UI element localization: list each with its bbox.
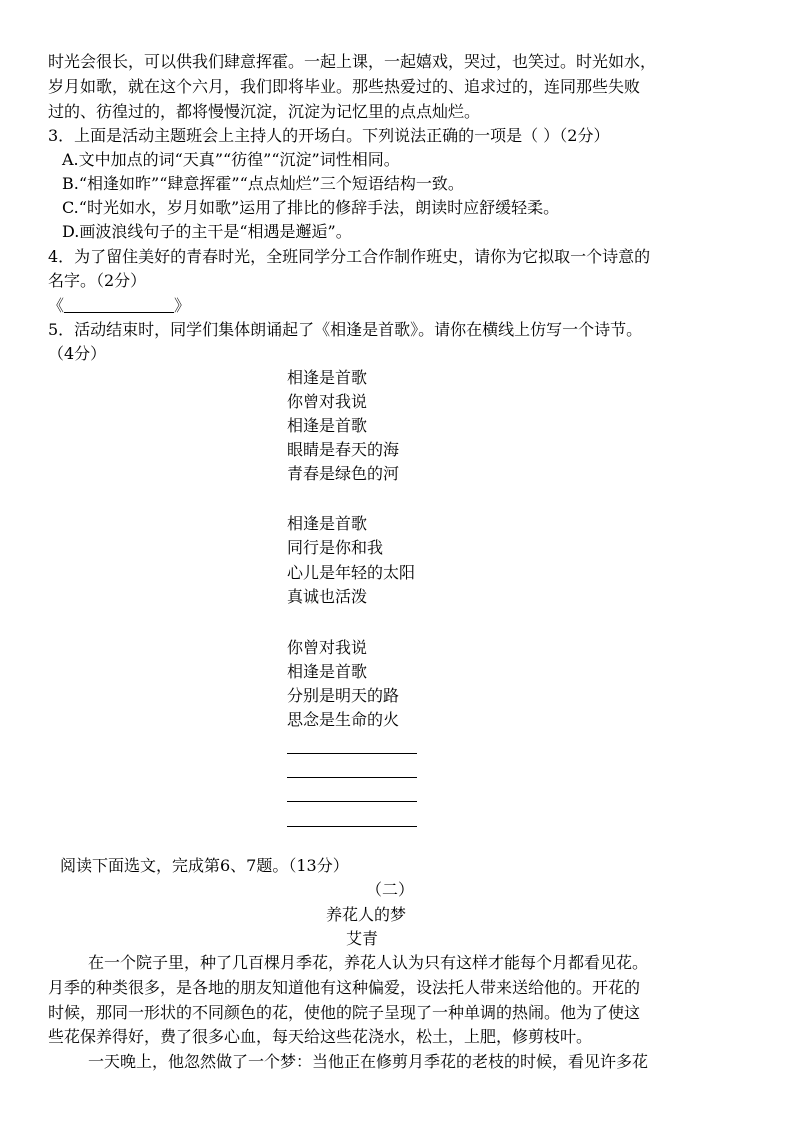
poem-s1-line-3: 相逢是首歌 (287, 416, 368, 435)
poem-s1-line-2: 你曾对我说 (287, 392, 368, 411)
q4-stem-line-1: 4．为了留住美好的青春时光，全班同学分工合作制作班史，请你为它拟取一个诗意的 (48, 247, 651, 266)
reading-instruction: 阅读下面选文，完成第6、7题。（13分） (60, 856, 349, 875)
q4-stem-line-2: 名字。（2分） (48, 271, 147, 290)
passage-line-3: 时候，那同一形状的不同颜色的花，使他的院子呈现了一种单调的热闹。他为了使这 (48, 1003, 641, 1022)
q3-option-b[interactable]: B.“相逢如昨”“肆意挥霍”“点点灿烂”三个短语结构一致。 (62, 174, 464, 193)
poem-answer-blank-2[interactable] (287, 777, 417, 778)
q4-close-bracket: 》 (174, 296, 191, 315)
passage-line-2: 月季的种类很多，是各地的朋友知道他有这种偏爱，设法托人带来送给他的。开花的 (48, 978, 641, 997)
poem-s2-line-4: 真诚也活泼 (287, 587, 368, 606)
q3-option-c[interactable]: C.“时光如水，岁月如歌”运用了排比的修辞手法，朗读时应舒缓轻柔。 (62, 198, 560, 217)
poem-s3-line-2: 相逢是首歌 (287, 662, 368, 681)
poem-answer-blank-4[interactable] (287, 826, 417, 827)
q4-answer-blank[interactable] (64, 296, 174, 313)
poem-answer-blank-3[interactable] (287, 801, 417, 802)
passage-line-5: 一天晚上，他忽然做了一个梦：当他正在修剪月季花的老枝的时候，看见许多花 (88, 1052, 649, 1071)
poem-s3-line-4: 思念是生命的火 (287, 710, 400, 729)
q3-option-a[interactable]: A.文中加点的词“天真”“彷徨”“沉淀”词性相同。 (62, 150, 400, 169)
poem-s3-line-1: 你曾对我说 (287, 638, 368, 657)
poem-s2-line-1: 相逢是首歌 (287, 514, 368, 533)
poem-s1-line-4: 眼睛是春天的海 (287, 440, 400, 459)
q5-stem-line-2: （4分） (48, 344, 107, 363)
intro-line-2: 岁月如歌，就在这个六月，我们即将毕业。那些热爱过的、追求过的，连同那些失败 (48, 77, 641, 96)
poem-answer-blank-1[interactable] (287, 753, 417, 754)
q3-option-d[interactable]: D.画波浪线句子的主干是“相遇是邂逅”。 (62, 222, 352, 241)
passage-line-4: 些花保养得好，费了很多心血，每天给这些花浇水，松土，上肥，修剪枝叶。 (48, 1027, 593, 1046)
passage-title: 养花人的梦 (326, 905, 407, 924)
passage-author: 艾青 (346, 929, 379, 948)
poem-s2-line-3: 心儿是年轻的太阳 (287, 563, 416, 582)
poem-s1-line-1: 相逢是首歌 (287, 368, 368, 387)
poem-s2-line-2: 同行是你和我 (287, 538, 384, 557)
poem-s3-line-3: 分别是明天的路 (287, 686, 400, 705)
q4-answer-row (48, 296, 190, 316)
q3-stem: 3．上面是活动主题班会上主持人的开场白。下列说法正确的一项是（ ）（2分） (48, 126, 610, 145)
section-label: （二） (366, 880, 415, 899)
passage-line-1: 在一个院子里，种了几百棵月季花，养花人认为只有这样才能每个月都看见花。 (88, 953, 649, 972)
intro-line-3: 过的、彷徨过的，都将慢慢沉淀，沉淀为记忆里的点点灿烂。 (48, 102, 481, 121)
intro-line-1: 时光会很长，可以供我们肆意挥霍。一起上课，一起嬉戏，哭过，也笑过。时光如水， (48, 52, 657, 71)
q4-open-bracket: 《 (48, 296, 65, 315)
poem-s1-line-5: 青春是绿色的河 (287, 464, 400, 483)
q5-stem-line-1: 5．活动结束时，同学们集体朗诵起了《相逢是首歌》。请你在横线上仿写一个诗节。 (48, 320, 643, 339)
